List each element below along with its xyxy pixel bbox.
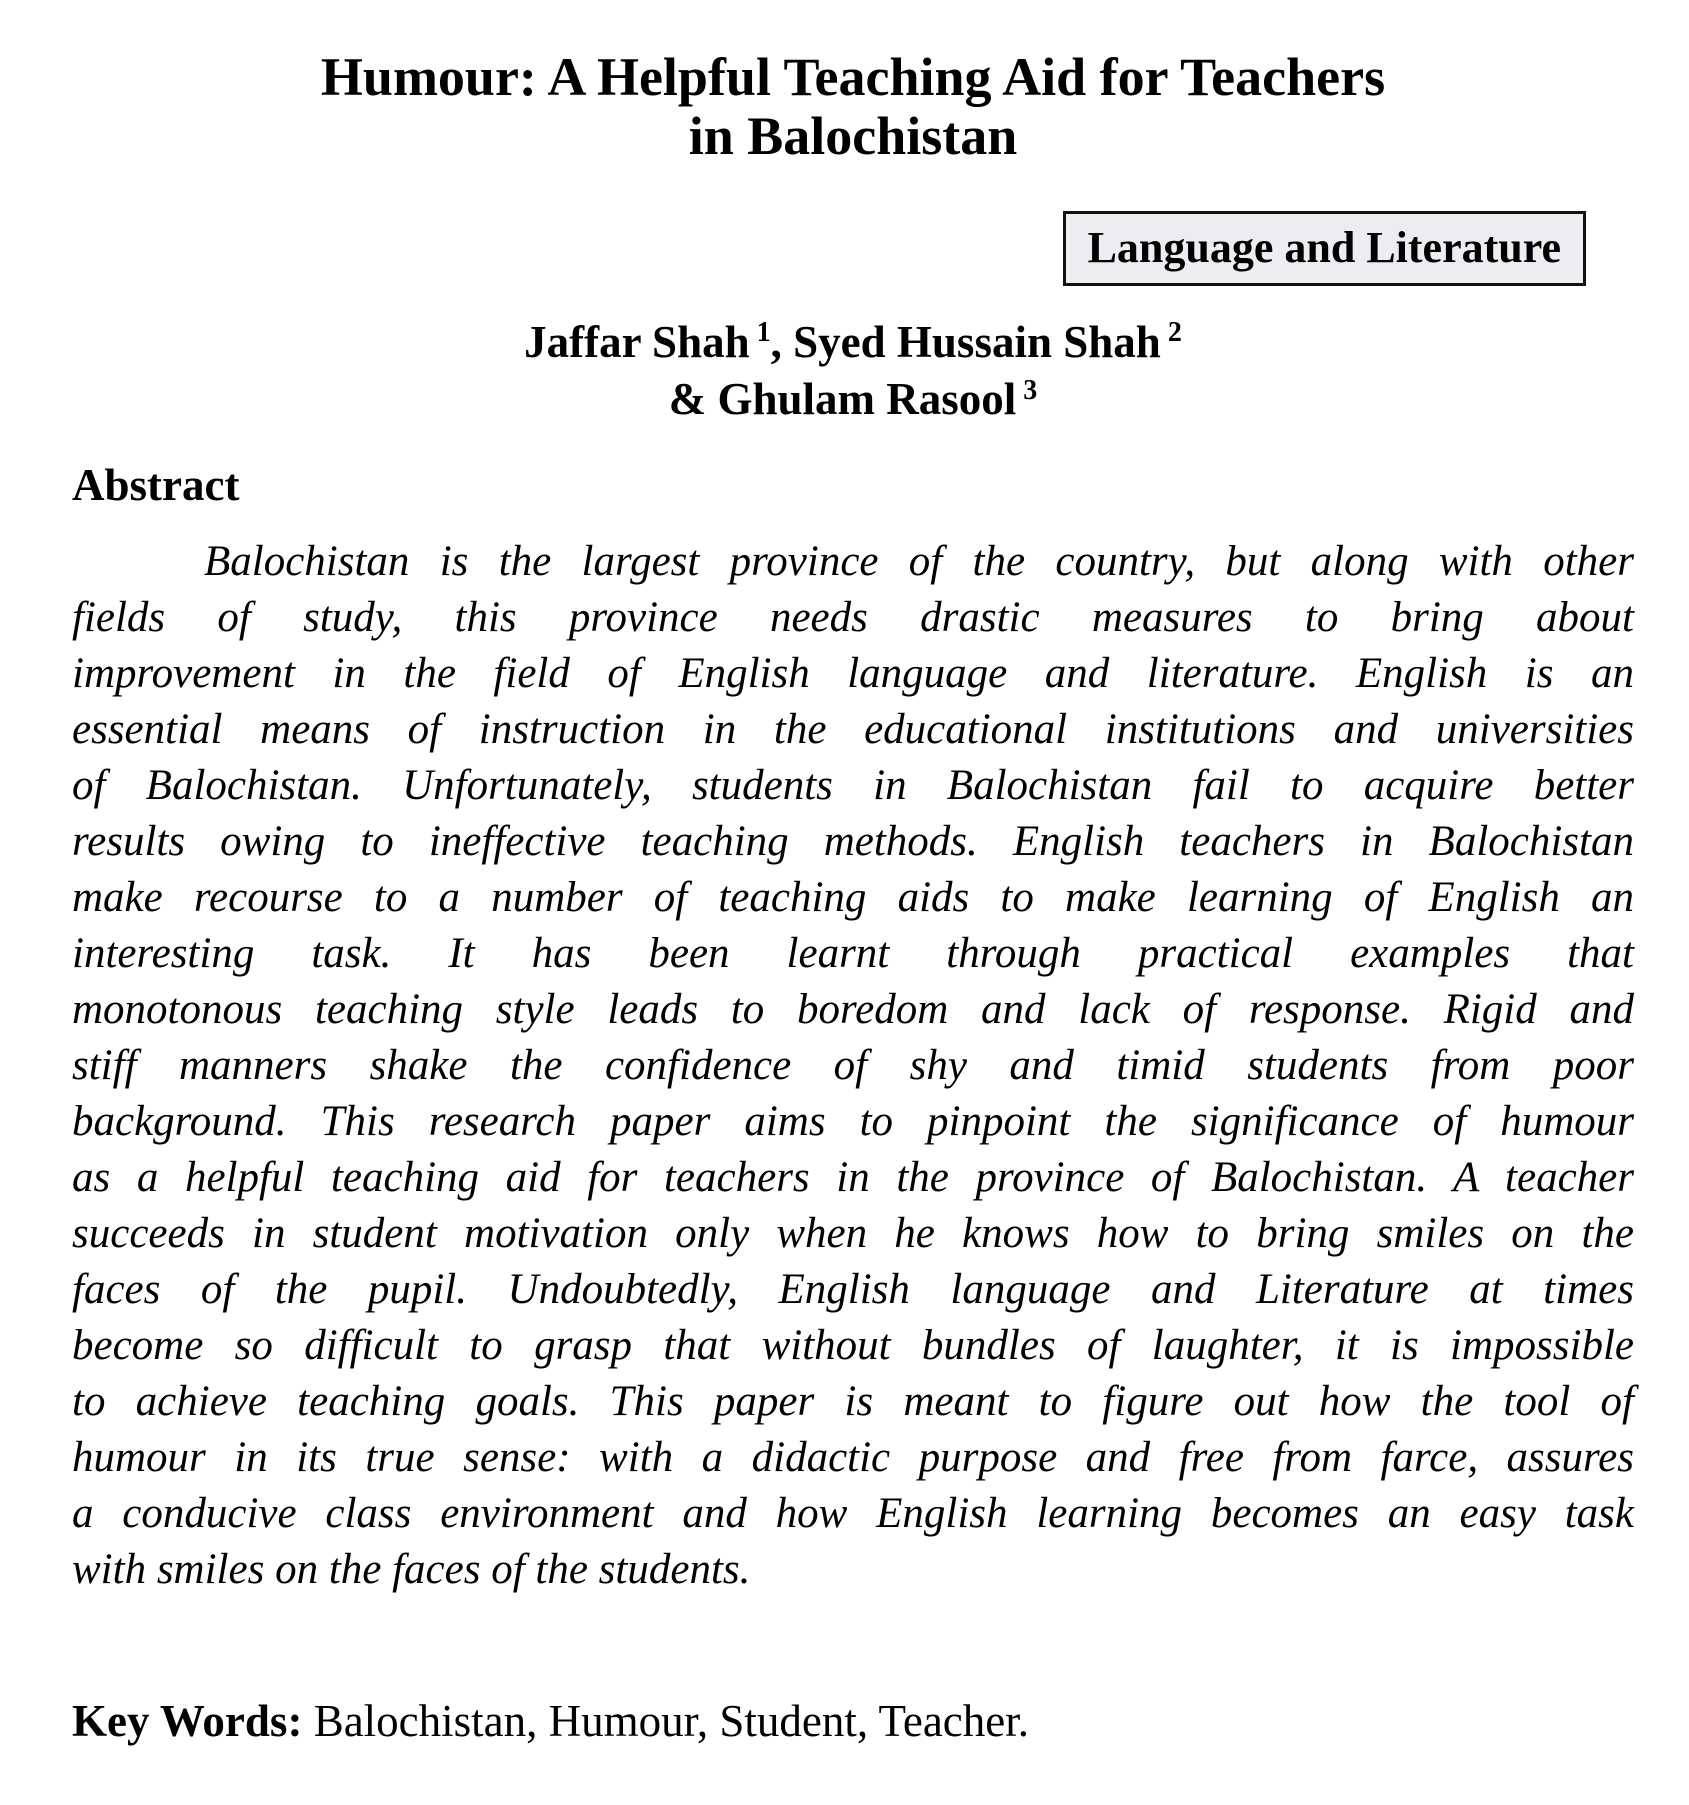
keywords-line bbox=[72, 1694, 1634, 1748]
authors-line-2 bbox=[72, 371, 1634, 429]
author-name-3: & Ghulam Rasool bbox=[668, 374, 1017, 425]
keywords-text: Balochistan, Humour, Student, Teacher. bbox=[302, 1696, 1030, 1747]
paper-page bbox=[0, 48, 1689, 1805]
abstract-line: a conducive class environment and how English learning becomes an easy task bbox=[72, 1490, 1634, 1538]
authors-line-1 bbox=[72, 314, 1634, 372]
category-badge-row bbox=[72, 211, 1586, 286]
abstract-paragraph bbox=[72, 534, 1634, 1598]
abstract-line: Balochistan is the largest province of the country, but along with other bbox=[204, 538, 1634, 586]
abstract-line: humour in its true sense: with a didactic purpose and free from farce, assures bbox=[72, 1434, 1634, 1482]
title-line-1: Humour: A Helpful Teaching Aid for Teachers bbox=[320, 47, 1386, 107]
abstract-heading: Abstract bbox=[72, 459, 240, 510]
page-title bbox=[72, 48, 1634, 167]
abstract-line: monotonous teaching style leads to boredom and lack of response. Rigid and bbox=[72, 986, 1634, 1034]
author-name-1: Jaffar Shah bbox=[524, 316, 750, 367]
category-badge: Language and Literature bbox=[1063, 211, 1586, 286]
author-name-2: Syed Hussain Shah bbox=[793, 316, 1161, 367]
author-superscript-3: 3 bbox=[1023, 374, 1038, 406]
author-superscript-1: 1 bbox=[756, 317, 771, 349]
abstract-line: results owing to ineffective teaching methods. English teachers in Balochistan bbox=[72, 818, 1634, 866]
abstract-line: succeeds in student motivation only when he knows how to bring smiles on the bbox=[72, 1210, 1634, 1258]
abstract-line: make recourse to a number of teaching aids to make learning of English an bbox=[72, 874, 1634, 922]
abstract-line: become so difficult to grasp that without bundles of laughter, it is impossible bbox=[72, 1322, 1634, 1370]
author-superscript-2: 2 bbox=[1167, 317, 1182, 349]
abstract-line: interesting task. It has been learnt through practical examples that bbox=[72, 930, 1634, 978]
abstract-line: stiff manners shake the confidence of shy and timid students from poor bbox=[72, 1042, 1634, 1090]
abstract-line: of Balochistan. Unfortunately, students in Balochistan fail to acquire better bbox=[72, 762, 1634, 810]
abstract-line: improvement in the field of English language and literature. English is an bbox=[72, 650, 1634, 698]
abstract-line: with smiles on the faces of the students. bbox=[72, 1546, 751, 1594]
abstract-line: fields of study, this province needs drastic measures to bring about bbox=[72, 594, 1634, 642]
abstract-line: faces of the pupil. Undoubtedly, English language and Literature at times bbox=[72, 1266, 1634, 1314]
abstract-line: as a helpful teaching aid for teachers in the province of Balochistan. A teacher bbox=[72, 1154, 1634, 1202]
title-line-2: in Balochistan bbox=[688, 106, 1018, 167]
keywords-label: Key Words: bbox=[72, 1696, 303, 1747]
authors-block bbox=[72, 314, 1634, 429]
abstract-line: background. This research paper aims to pinpoint the significance of humour bbox=[72, 1098, 1634, 1146]
abstract-line: essential means of instruction in the educational institutions and universities bbox=[72, 706, 1634, 754]
author-separator: , bbox=[770, 316, 794, 367]
abstract-line: to achieve teaching goals. This paper is meant to figure out how the tool of bbox=[72, 1378, 1634, 1426]
